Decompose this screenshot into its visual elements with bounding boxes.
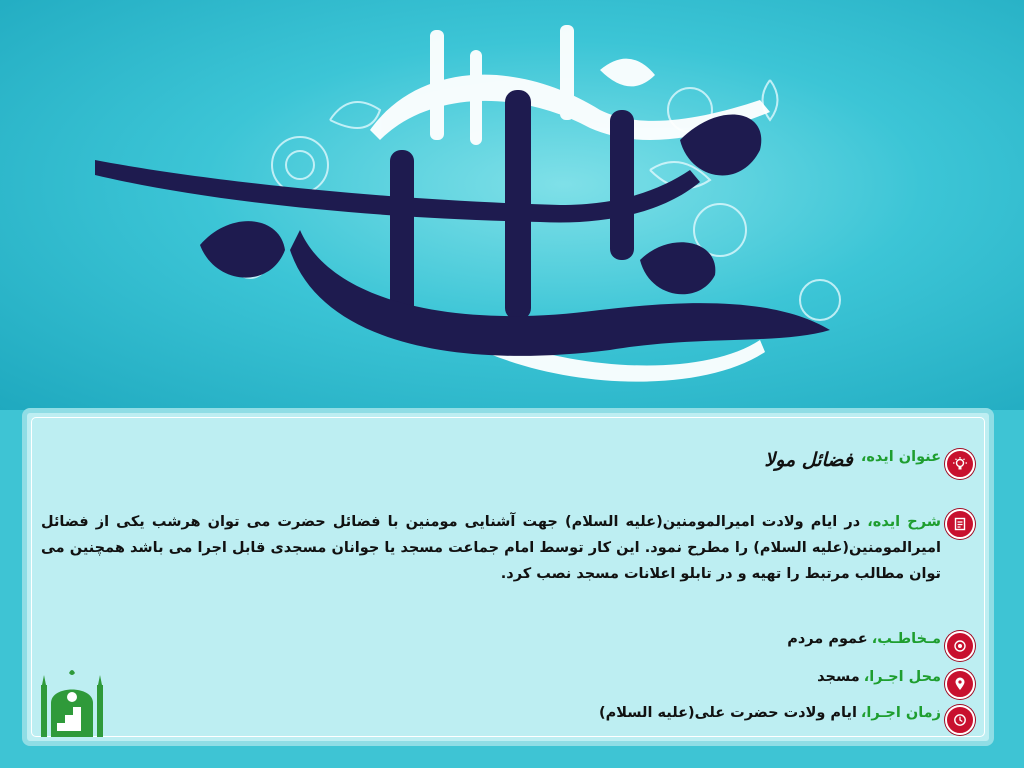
clock-icon [945,705,975,735]
idea-title-row [764,449,975,479]
idea-desc-row [41,509,975,587]
audience-row [787,631,975,661]
document-icon [945,509,975,539]
audience-value: عموم مردم [787,631,868,647]
idea-desc-text [41,509,941,587]
time-value: ایام ولادت حضرت علی(علیه السلام) [599,705,857,721]
target-icon [945,631,975,661]
lightbulb-icon [945,449,975,479]
idea-desc-value: در ایام ولادت امیرالمومنین(علیه السلام) جهت آشنایی مومنین با فضائل حضرت می توان هرشب یکی از فضائل امیرالمومنین(علیه السلام) را مطرح نمود. این کار توسط امام جماعت مسجد یا جوانان مسجدی قابل اجرا می باشد همچنین می توان مطالب مرتبط را تهیه و در تابلو اعلانات مسجد نصب کرد. [41,514,941,582]
audience-label: مـخاطـب، [871,631,941,647]
place-label: محل اجـرا، [863,669,941,685]
location-pin-icon [945,669,975,699]
place-row [817,669,975,699]
place-value: مسجد [817,669,860,685]
idea-card [22,408,994,746]
idea-desc-label: شرح ایده، [867,514,941,530]
mosque-logo-icon [39,663,105,739]
time-label: زمان اجـرا، [860,705,941,721]
idea-title-value: فضائل مولا [764,449,853,471]
idea-title-label: عنوان ایده، [860,449,941,465]
time-row [599,705,975,735]
